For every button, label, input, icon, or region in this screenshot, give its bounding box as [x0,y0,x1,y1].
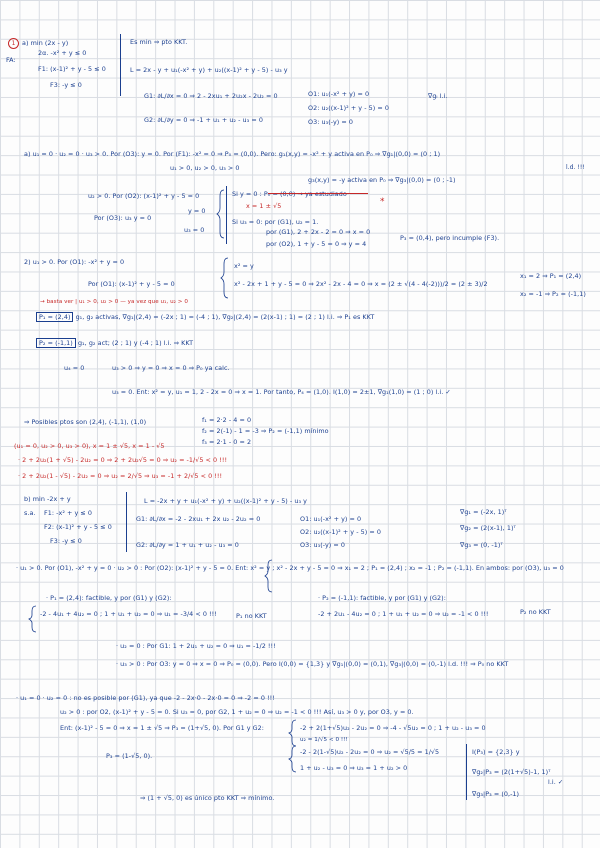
intro-text: Es min ⇒ pto KKT. [130,38,188,46]
b-case-2-e: P₃ = (1-√5, 0). [106,752,153,760]
fa-label: FA: [6,56,16,64]
b-i3-a: ∇g₂|P₃ = (2(1+√5)-1, 1)ᵀ [472,768,551,776]
b-case-2-c: Ent: (x-1)² - 5 = 0 ⇒ x = 1 ± √5 ⇒ P₃ = (1+√5, 0). Por G1 y G2: [60,724,265,732]
case-2-g: por (G1), 2 + 2x - 2 = 0 ⇒ x = 0 [266,228,371,236]
b-grad-2: ∇g₂ = (2(x-1), 1)ᵀ [460,524,516,532]
constraint-2: F1: (x-1)² + y - 5 ≤ 0 [38,65,106,73]
lagrangian-a: L = 2x - y + u₁(-x² + y) + u₂((x-1)² + y - 5) - u₃ y [130,66,288,74]
b-case-2-g: 1 + u₂ - u₃ = 0 ⇒ u₃ = 1 + u₂ > 0 [300,764,408,772]
comp-eq-3: O3: u₃(-y) = 0 [308,118,354,126]
case-1-grad3: g₃(x,y) = -y activa en P₀ ⇒ ∇g₃|(0,0) = (0 ; -1) [308,176,456,184]
u4-a: u₃ > 0 ⇒ y = 0 ⇒ x = 0 ⇒ P₀ ya calc. [112,364,230,372]
constraint-3: F3: -y ≤ 0 [50,81,82,89]
case-2-a-text: Si y = 0 : P₀ = (0,0) → ya estudiado [232,190,347,198]
brace-case-3 [221,258,228,298]
b-u3: · u₃ > 0 : Por O3: y = 0 ⇒ x = 0 ⇒ P₀ = (0,0). Pero I(0,0) = {1,3} y ∇g₁|(0,0) = (0,1), ∇g₃|(0,0) = (0,-1) l.d. !!! ⇒ P₀ no KKT [116,660,509,668]
brace-b-case-1 [265,560,272,592]
point-p2-text: g₁, g₂ act; (2 ; 1) y (-4 ; 1) l.i. ⇒ KKT [77,339,194,347]
case-3-c: x² - 2x + 1 + y - 5 = 0 ⇒ 2x² - 2x - 4 = 0 ⇒ x = (2 ± √(4 - 4(-2)))/2 = (2 ± 3)/2 [234,280,488,288]
case-2-line: u₂ > 0. Por (O2): (x-1)² + y - 5 = 0 [88,192,200,200]
case-2-h: por (O2), 1 + y - 5 = 0 ⇒ y = 4 [266,240,367,248]
exercise-number: 1 [8,38,19,49]
brace-case-2 [217,190,224,238]
b-case-1: · u₁ > 0. Por (O1), -x² + y = 0 · u₂ > 0 : Por (O2): (x-1)² + y - 5 = 0. Ent: x² = y ; x² - 2x + y - 5 = 0 ⇒ x₁ = 2 ; P₁ = (2,4) ; x₂ = -1 ; P₂ = (-1,1). En ambos: por (O3), u₃ = 0 [16,564,564,572]
b-p1-a: -2 - 4u₁ + 4u₂ = 0 ; 1 + u₁ + u₂ = 0 ⇒ u₁ = -3/4 < 0 !!! [40,610,217,618]
star-mark: * [380,197,385,207]
case-3-line: 2) u₁ > 0. Por (O1): -x² + y = 0 [24,258,125,266]
b-p2-a: -2 + 2u₁ - 4u₂ = 0 ; 1 + u₁ + u₂ = 0 ⇒ u₂ = -1 < 0 !!! [318,610,489,618]
b-case-2-d: -2 + 2(1+√5)u₂ - 2u₂ = 0 ⇒ -4 - √5u₂ = 0 ; 1 + u₂ - u₃ = 0 [300,724,486,732]
b-case-2: · u₁ = 0 · u₂ = 0 : no es posible por (G1), ya que -2 - 2x·0 - 2x·0 = 0 ⇒ -2 = 0 !!! [16,694,275,702]
b-final: ⇒ (1 + √5, 0) es único pto KKT ⇒ mínimo. [140,794,275,802]
lagrangian-b: L = -2x + y + u₁(-x² + y) + u₂((x-1)² + y - 5) - u₃ y [144,497,307,505]
case-3-a: x² = y [234,262,254,270]
grad-eq-1: G1: ∂L/∂x = 0 ⇒ 2 - 2xu₁ + 2u₂x - 2u₂ = 0 [144,92,278,100]
case-3-d: x₁ = 2 ⇒ P₁ = (2,4) [520,272,582,280]
constraint-1: 2α. -x² + y ≤ 0 [38,49,87,57]
b-grad-3: ∇g₃ = (0, -1)ᵀ [460,541,503,549]
b-comp-1: O1: u₁(-x² + y) = 0 [300,515,362,523]
case-2-f: Si u₃ = 0: por (G1), u₂ = 1. [232,218,319,226]
point-p1: P₁ = (2,4) [36,312,73,322]
b-p2: · P₂ = (-1,1): factible, y por (G1) y (G2): [318,594,446,602]
sa-label: s.a. [24,509,36,517]
grad-eq-2: G2: ∂L/∂y = 0 ⇒ -1 + u₁ + u₂ - u₃ = 0 [144,116,263,124]
u4-b: u₃ = 0. Ent: x² = y, u₁ = 1, 2 - 2x = 0 ⇒ x = 1. Por tanto, P₄ = (1,0). I(1,0) = 2±1, ∇g₁(1,0) = (1 ; 0) l.i. ✓ [112,388,451,396]
case-2-d: y = 0 [188,207,206,215]
b-comp-3: O3: u₃(-y) = 0 [300,541,346,549]
b-case-2-h: u₂ = 1/√5 < 0 !!! [300,737,348,743]
case-3-e: x₂ = -1 ⇒ P₂ = (-1,1) [520,290,586,298]
point-p1-text: g₁, g₂ activas, ∇g₁|(2,4) = (-2x ; 1) = (-4 ; 1), ∇g₂|(2,4) = (2(x-1) ; 1) = (2 ; 1) l.i. ⇒ P₁ es KKT [75,313,375,321]
brace-b-case-2 [289,720,296,746]
b-grad-1: ∇g₁ = (-2x, 1)ᵀ [460,508,507,516]
b-case-2-b: u₂ > 0 : por O2, (x-1)² + y - 5 = 0. Si u₃ = 0, por G2, 1 + u₂ = 0 ⇒ u₂ = -1 < 0 !!! Así, u₃ > 0 y, por O3, y = 0. [60,708,414,716]
part-a-title: a) min (2x - y) [22,39,69,47]
b-p1: · P₁ = (2,4): factible, y por (G1) y (G2): [46,594,172,602]
case-2-i: P₃ = (0,4), pero incumple (F3). [400,234,500,242]
b-p1-b: P₁ no KKT [236,612,267,620]
brace-b-case-2b [289,746,296,772]
case-2-b: x = 1 ± √5 [246,202,282,210]
b-grad-eq-1: G1: ∂L/∂x = -2 - 2xu₁ + 2x u₂ - 2u₂ = 0 [136,515,261,523]
f-value-1: f₁ = 2·2 - 4 = 0 [202,416,252,424]
b-u2: · u₂ = 0 : Por G1: 1 + 2u₁ + u₂ = 0 ⇒ u₁ = -1/2 !!! [116,642,276,650]
comp-eq-2: O2: u₂((x-1)² + y - 5) = 0 [308,104,389,112]
part-b-title: b) min -2x + y [24,495,71,503]
case-2-c: Por (O3): u₃ y = 0 [94,214,152,222]
b-case-2-f: -2 - 2(1-√5)u₂ - 2u₂ = 0 ⇒ u₂ = √5/5 = 1/√5 [300,748,440,756]
red-note: → basta ver | u₁ > 0, u₂ > 0 — ya vez que u₁, u₂ > 0 [40,299,188,305]
red-line-3: · 2 + 2u₂(1 - √5) - 2u₂ = 0 ⇒ u₂ = 2/√5 ⇒ u₃ = -1 + 2/√5 < 0 !!! [18,472,223,480]
case-3-b: Por (O1): (x-1)² + y - 5 = 0 [88,280,175,288]
brace-b-p1 [29,606,36,632]
red-line-1: (u₁ = 0, u₂ > 0, u₃ > 0), x = 1 ± √5, x = 1 - √5 [14,442,165,450]
summary-line: ⇒ Posibles ptos son (2,4), (-1,1), (1,0) [24,418,147,426]
point-p2: P₂ = (-1,1) [36,338,76,348]
b-i3-b: ∇g₃|P₃ = (0,-1) [472,790,520,798]
case-1-line: a) u₁ = 0 · u₂ = 0 · u₃ > 0. Por (O3): y = 0. Por (F1): -x² = 0 ⇒ P₀ = (0,0). Pero: g₁(x,y) = -x² + y activa en P₀ ⇒ ∇g₁|(0,0) = (0 ; 1) [24,150,441,158]
b-constraint-1: F1: -x² + y ≤ 0 [44,509,93,517]
f-value-2-text: f₂ = 2(-1) - 1 = -3 ⇒ P₂ = (-1,1) mínimo [202,427,329,435]
f-value-3: f₃ = 2·1 - 0 = 2 [202,438,252,446]
red-line-2: · 2 + 2u₂(1 + √5) - 2u₂ = 0 ⇒ 2 + 2u₂√5 = 0 ⇒ u₂ = -1/√5 < 0 !!! [18,456,228,464]
b-li: l.i. ✓ [548,778,564,786]
li-note: ∇gᵢ l.i. [428,92,448,100]
b-comp-2: O2: u₂((x-1)² + y - 5) = 0 [300,528,381,536]
b-grad-eq-2: G2: ∂L/∂y = 1 + u₁ + u₂ - u₃ = 0 [136,541,239,549]
b-i3: I(P₃) = {2,3} y [472,748,520,756]
case-1-sub: u₁ > 0, u₂ > 0, u₃ > 0 [170,164,240,172]
u4-label: u₄ = 0 [64,364,85,372]
b-constraint-2: F2: (x-1)² + y - 5 ≤ 0 [44,523,112,531]
b-constraint-3: F3: -y ≤ 0 [50,537,82,545]
ld-note: l.d. !!! [566,164,585,171]
comp-eq-1: O1: u₁(-x² + y) = 0 [308,90,370,98]
b-p2-b: P₂ no KKT [520,608,551,616]
case-2-e: u₃ = 0 [184,226,205,234]
